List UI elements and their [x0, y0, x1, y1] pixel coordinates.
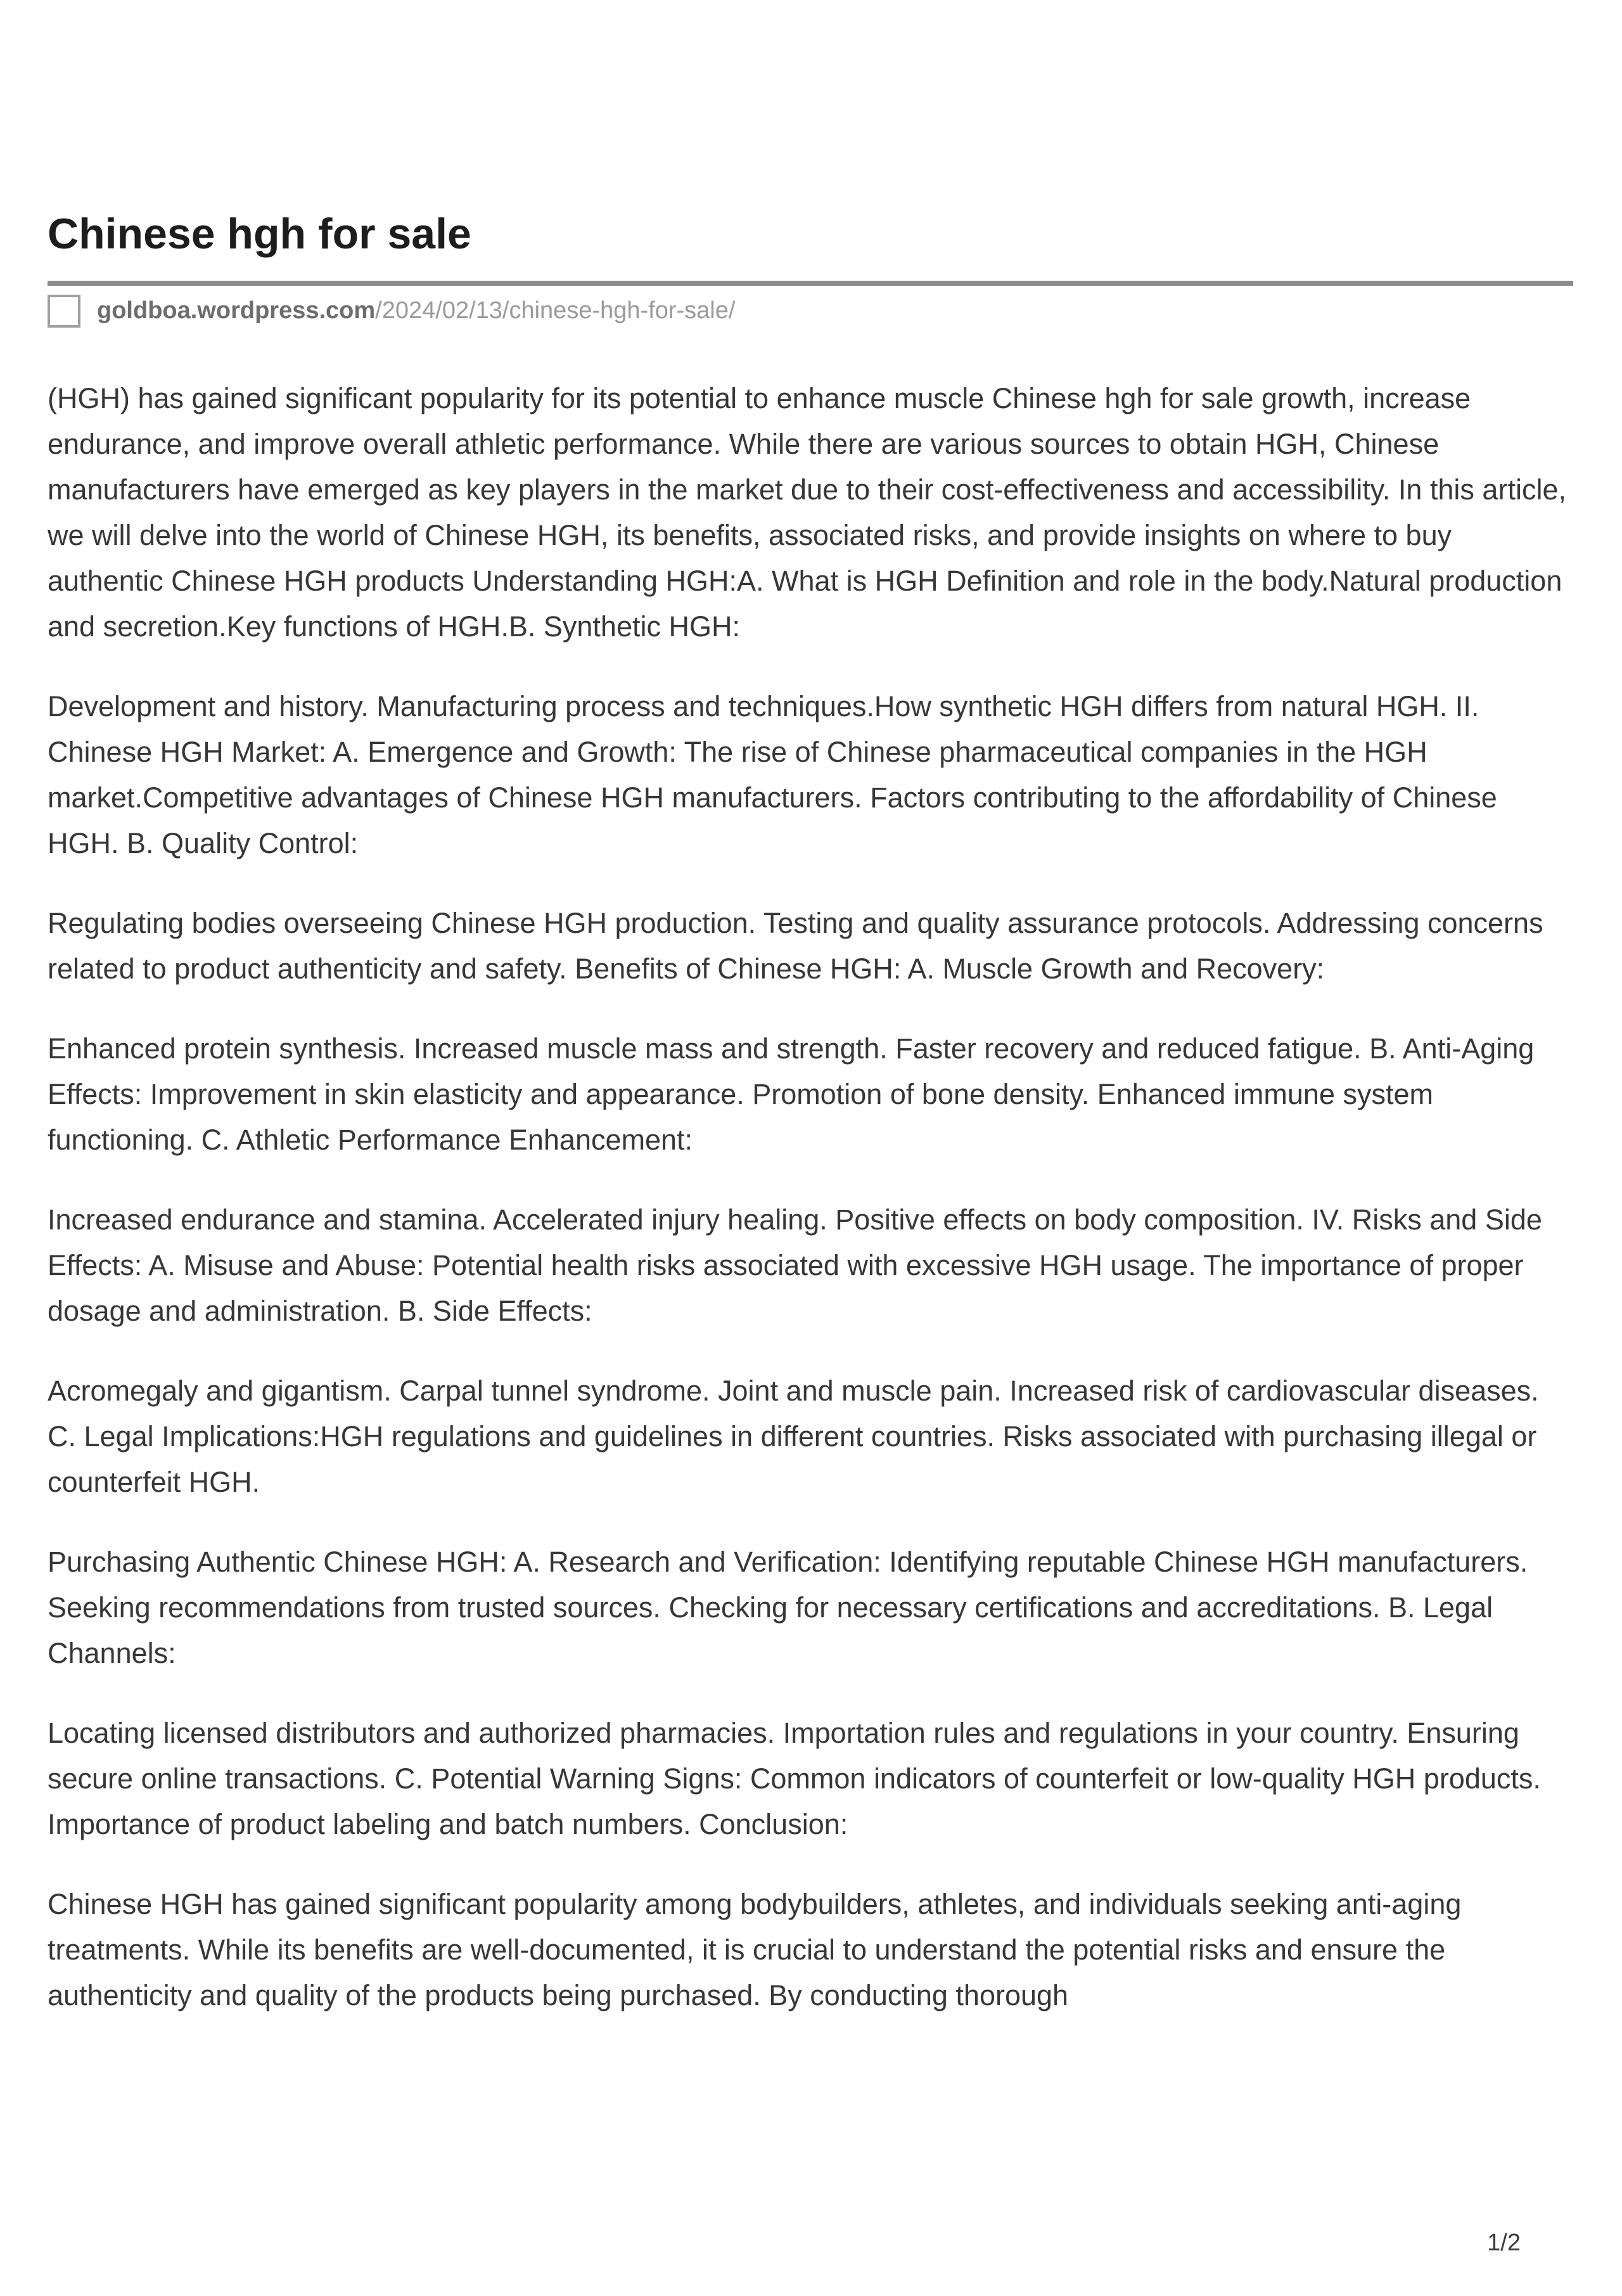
- article-paragraph: Locating licensed distributors and authorized pharmacies. Importation rules and regulations in your country. Ensuring secure online transactions. C. Potential Warning Signs: Common indicators of counterfeit or low-quality HGH products. Importance of product labeling and batch numbers. Conclusion:: [48, 1717, 1541, 1841]
- article-paragraph: Purchasing Authentic Chinese HGH: A. Research and Verification: Identifying reputable Chinese HGH manufacturers. Seeking recommendations from trusted sources. Checking for necessary certifications and accreditations. B. Legal Channels:: [48, 1546, 1528, 1670]
- article-paragraph: Acromegaly and gigantism. Carpal tunnel syndrome. Joint and muscle pain. Increased risk of cardiovascular diseases. C. Legal Implications:HGH regulations and guidelines in different countries. Risks associated with purchasing illegal or counterfeit HGH.: [48, 1375, 1539, 1499]
- page-title: Chinese hgh for sale: [48, 210, 471, 258]
- source-domain: goldboa.wordpress.com: [97, 297, 376, 324]
- article-paragraph: (HGH) has gained significant popularity for its potential to enhance muscle Chinese hgh for sale growth, increase endurance, and improve overall athletic performance. While there are various sources to obtain HGH, Chinese manufacturers have emerged as key players in the market due to their cost-effectiveness and accessibility. In this article, we will delve into the world of Chinese HGH, its benefits, associated risks, and provide insights on where to buy authentic Chinese HGH products Understanding HGH:A. What is HGH Definition and role in the body.Natural production and secretion.Key functions of HGH.B. Synthetic HGH:: [48, 382, 1566, 643]
- article-paragraph: Enhanced protein synthesis. Increased muscle mass and strength. Faster recovery and reduced fatigue. B. Anti-Aging Effects: Improvement in skin elasticity and appearance. Promotion of bone density. Enhanced immune system functioning. C. Athletic Performance Enhancement:: [48, 1032, 1535, 1157]
- article-paragraph: Increased endurance and stamina. Accelerated injury healing. Positive effects on body composition. IV. Risks and Side Effects: A. Misuse and Abuse: Potential health risks associated with excessive HGH usage. The importance of proper dosage and administration. B. Side Effects:: [48, 1203, 1542, 1328]
- article-body: [48, 376, 1573, 2018]
- article-paragraph: Development and history. Manufacturing process and techniques.How synthetic HGH differs from natural HGH. II. Chinese HGH Market: A. Emergence and Growth: The rise of Chinese pharmaceutical companies in the HGH market.Competitive advantages of Chinese HGH manufacturers. Factors contributing to the affordability of Chinese HGH. B. Quality Control:: [48, 690, 1497, 860]
- favicon-placeholder-icon: [48, 295, 80, 328]
- article-paragraph: Regulating bodies overseeing Chinese HGH production. Testing and quality assurance protocols. Addressing concerns related to product authenticity and safety. Benefits of Chinese HGH: A. Muscle Growth and Recovery:: [48, 907, 1543, 985]
- source-url: [97, 297, 735, 326]
- article-paragraph: Chinese HGH has gained significant popularity among bodybuilders, athletes, and individuals seeking anti-aging treatments. While its benefits are well-documented, it is crucial to understand the potential risks and ensure the authenticity and quality of the products being purchased. By conducting thorough: [48, 1888, 1462, 2012]
- title-divider: [48, 281, 1573, 286]
- page-number: 1/2: [1487, 2229, 1521, 2256]
- source-citation: [48, 295, 1573, 328]
- source-path: /2024/02/13/chinese-hgh-for-sale/: [375, 297, 736, 324]
